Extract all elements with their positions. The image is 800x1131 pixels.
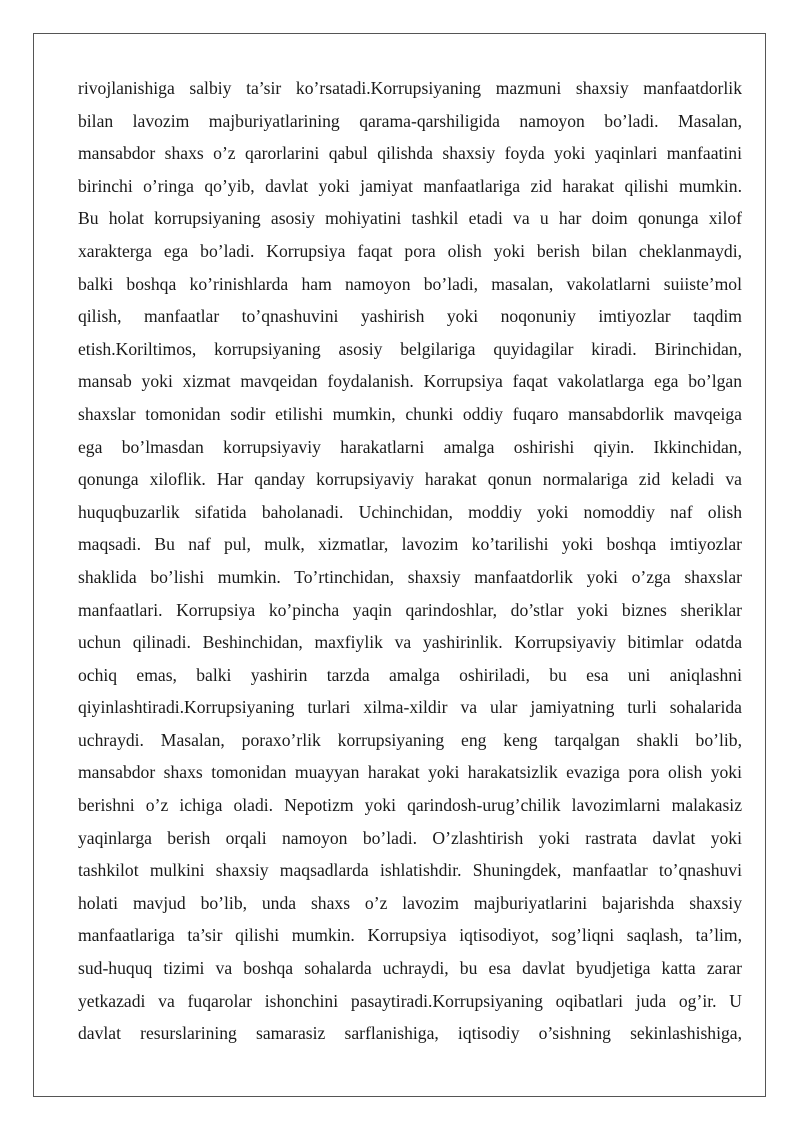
text-line: uchraydi. Masalan, poraxo’rlik korrupsiyaning eng keng tarqalgan shakli bo’lib, <box>78 729 742 750</box>
text-line: qilish, manfaatlar to’qnashuvini yashirish yoki noqonuniy imtiyozlar taqdim <box>78 306 742 327</box>
text-line: uchun qilinadi. Beshinchidan, maxfiylik va yashirinlik. Korrupsiyaviy bitimlar odatda <box>78 632 742 653</box>
text-line: qiyinlashtiradi.Korrupsiyaning turlari xilma-xildir va ular jamiyatning turli sohalarida <box>78 697 742 718</box>
text-line: huquqbuzarlik sifatida baholanadi. Uchinchidan, moddiy yoki nomoddiy naf olish <box>78 501 742 522</box>
document-body-text <box>78 72 742 1050</box>
text-line: manfaatlariga ta’sir qilishi mumkin. Korrupsiya iqtisodiyot, sog’liqni saqlash, ta’lim, <box>78 925 742 946</box>
text-line: birinchi o’ringa qo’yib, davlat yoki jamiyat manfaatlariga zid harakat qilishi mumkin. <box>78 175 742 196</box>
text-line: mansabdor shaxs o’z qarorlarini qabul qilishda shaxsiy foyda yoki yaqinlari manfaatini <box>78 143 742 164</box>
text-line: shaklida bo’lishi mumkin. To’rtinchidan, shaxsiy manfaatdorlik yoki o’zga shaxslar <box>78 566 742 587</box>
text-line: mansab yoki xizmat mavqeidan foydalanish. Korrupsiya faqat vakolatlarga ega bo’lgan <box>78 371 742 392</box>
text-line: ochiq emas, balki yashirin tarzda amalga oshiriladi, bu esa uni aniqlashni <box>78 664 742 685</box>
text-line: sud-huquq tizimi va boshqa sohalarda uchraydi, bu esa davlat byudjetiga katta zarar <box>78 958 742 979</box>
text-line: yetkazadi va fuqarolar ishonchini pasaytiradi.Korrupsiyaning oqibatlari juda og’ir. U <box>78 990 742 1011</box>
text-line: shaxslar tomonidan sodir etilishi mumkin, chunki oddiy fuqaro mansabdorlik mavqeiga <box>78 403 742 424</box>
text-line: rivojlanishiga salbiy ta’sir ko’rsatadi.Korrupsiyaning mazmuni shaxsiy manfaatdorlik <box>78 78 742 98</box>
text-line: berishni o’z ichiga oladi. Nepotizm yoki qarindosh-urug’chilik lavozimlarni malakasiz <box>78 795 742 816</box>
text-line: tashkilot mulkini shaxsiy maqsadlarda ishlatishdir. Shuningdek, manfaatlar to’qnashuvi <box>78 860 742 881</box>
text-line: davlat resurslarining samarasiz sarflanishiga, iqtisodiy o’sishning sekinlashishiga, <box>78 1023 742 1044</box>
text-line: balki boshqa ko’rinishlarda ham namoyon bo’ladi, masalan, vakolatlarni suiiste’mol <box>78 273 742 294</box>
text-line: maqsadi. Bu naf pul, mulk, xizmatlar, lavozim ko’tarilishi yoki boshqa imtiyozlar <box>78 534 742 555</box>
text-line: etish.Koriltimos, korrupsiyaning asosiy belgilariga quyidagilar kiradi. Birinchidan, <box>78 338 742 359</box>
text-line: qonunga xiloflik. Har qanday korrupsiyaviy harakat qonun normalariga zid keladi va <box>78 469 742 490</box>
text-line: ega bo’lmasdan korrupsiyaviy harakatlarni amalga oshirishi qiyin. Ikkinchidan, <box>78 436 742 457</box>
text-line: holati mavjud bo’lib, unda shaxs o’z lavozim majburiyatlarini bajarishda shaxsiy <box>78 892 742 913</box>
text-line: xarakterga ega bo’ladi. Korrupsiya faqat pora olish yoki berish bilan cheklanmaydi, <box>78 240 742 261</box>
text-line: mansabdor shaxs tomonidan muayyan harakat yoki harakatsizlik evaziga pora olish yoki <box>78 762 742 783</box>
text-line: manfaatlari. Korrupsiya ko’pincha yaqin qarindoshlar, do’stlar yoki biznes sheriklar <box>78 599 742 620</box>
text-line: Bu holat korrupsiyaning asosiy mohiyatini tashkil etadi va u har doim qonunga xilof <box>78 208 742 229</box>
text-line: yaqinlarga berish orqali namoyon bo’ladi. O’zlashtirish yoki rastrata davlat yoki <box>78 827 742 848</box>
text-line: bilan lavozim majburiyatlarining qarama-qarshiligida namoyon bo’ladi. Masalan, <box>78 110 742 131</box>
